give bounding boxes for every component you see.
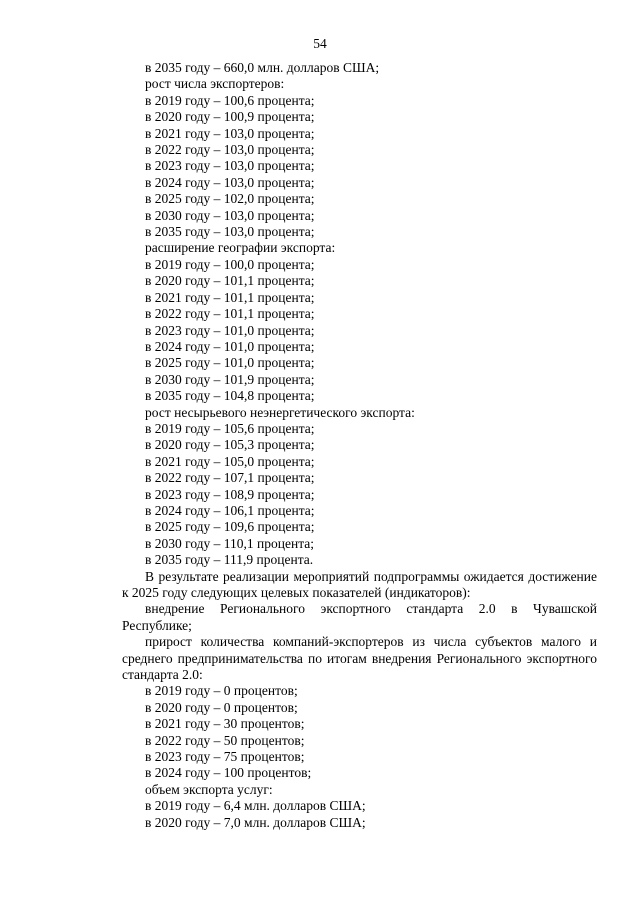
text-line: в 2030 году – 101,9 процента; <box>145 371 315 387</box>
text-line: в 2035 году – 103,0 процента; <box>145 224 315 240</box>
text-line: расширение географии экспорта: <box>145 240 336 256</box>
text-line: в 2021 году – 103,0 процента; <box>145 125 315 141</box>
text-line: в 2035 году – 111,9 процента. <box>145 552 314 568</box>
text-line: в 2020 году – 0 процентов; <box>145 699 298 715</box>
document-body <box>122 60 597 831</box>
page-number: 54 <box>313 36 327 51</box>
text-line: в 2020 году – 105,3 процента; <box>145 437 315 453</box>
paragraph: прирост количества компаний-экспортеров из числа субъектов малого и среднего предпринимательства по итогам внедрения Регионального экспортного стандарта 2.0: <box>122 634 597 683</box>
text-line: в 2021 году – 30 процентов; <box>145 716 305 732</box>
text-line: в 2022 году – 50 процентов; <box>145 732 305 748</box>
text-line: в 2019 году – 6,4 млн. долларов США; <box>145 798 366 814</box>
text-line: в 2023 году – 108,9 процента; <box>145 486 315 502</box>
text-line: в 2025 году – 102,0 процента; <box>145 191 315 207</box>
text-line: в 2024 году – 101,0 процента; <box>145 338 315 354</box>
text-line: рост числа экспортеров: <box>145 76 285 92</box>
text-line: в 2020 году – 100,9 процента; <box>145 109 315 125</box>
text-line: в 2019 году – 105,6 процента; <box>145 420 315 436</box>
text-line: объем экспорта услуг: <box>145 781 273 797</box>
text-line: в 2030 году – 110,1 процента; <box>145 535 315 551</box>
paragraph: В результате реализации мероприятий подпрограммы ожидается достижение к 2025 году следующих целевых показателей (индикаторов): <box>122 568 597 600</box>
text-line: в 2019 году – 100,6 процента; <box>145 92 315 108</box>
text-line: в 2020 году – 7,0 млн. долларов США; <box>145 814 366 830</box>
text-line: в 2022 году – 107,1 процента; <box>145 470 315 486</box>
text-line: в 2019 году – 0 процентов; <box>145 683 298 699</box>
text-line: в 2021 году – 105,0 процента; <box>145 453 315 469</box>
text-line: в 2035 году – 660,0 млн. долларов США; <box>145 60 380 75</box>
text-line: в 2025 году – 101,0 процента; <box>145 355 315 371</box>
text-line: в 2022 году – 103,0 процента; <box>145 142 315 158</box>
text-line: в 2025 году – 109,6 процента; <box>145 519 315 535</box>
text-line: в 2030 году – 103,0 процента; <box>145 207 315 223</box>
text-line: в 2023 году – 75 процентов; <box>145 749 305 765</box>
text-line: рост несырьевого неэнергетического экспорта: <box>145 404 415 420</box>
text-line: в 2023 году – 101,0 процента; <box>145 322 315 338</box>
text-line: в 2023 году – 103,0 процента; <box>145 158 315 174</box>
text-line: в 2024 году – 100 процентов; <box>145 765 312 781</box>
text-line: в 2021 году – 101,1 процента; <box>145 289 315 305</box>
text-line: в 2024 году – 106,1 процента; <box>145 502 315 518</box>
text-line: в 2035 году – 104,8 процента; <box>145 388 315 404</box>
text-line: в 2020 году – 101,1 процента; <box>145 273 315 289</box>
text-line: в 2024 году – 103,0 процента; <box>145 174 315 190</box>
paragraph: внедрение Регионального экспортного стандарта 2.0 в Чувашской Республике; <box>122 601 597 633</box>
text-line: в 2019 году – 100,0 процента; <box>145 256 315 272</box>
text-line: в 2022 году – 101,1 процента; <box>145 306 315 322</box>
